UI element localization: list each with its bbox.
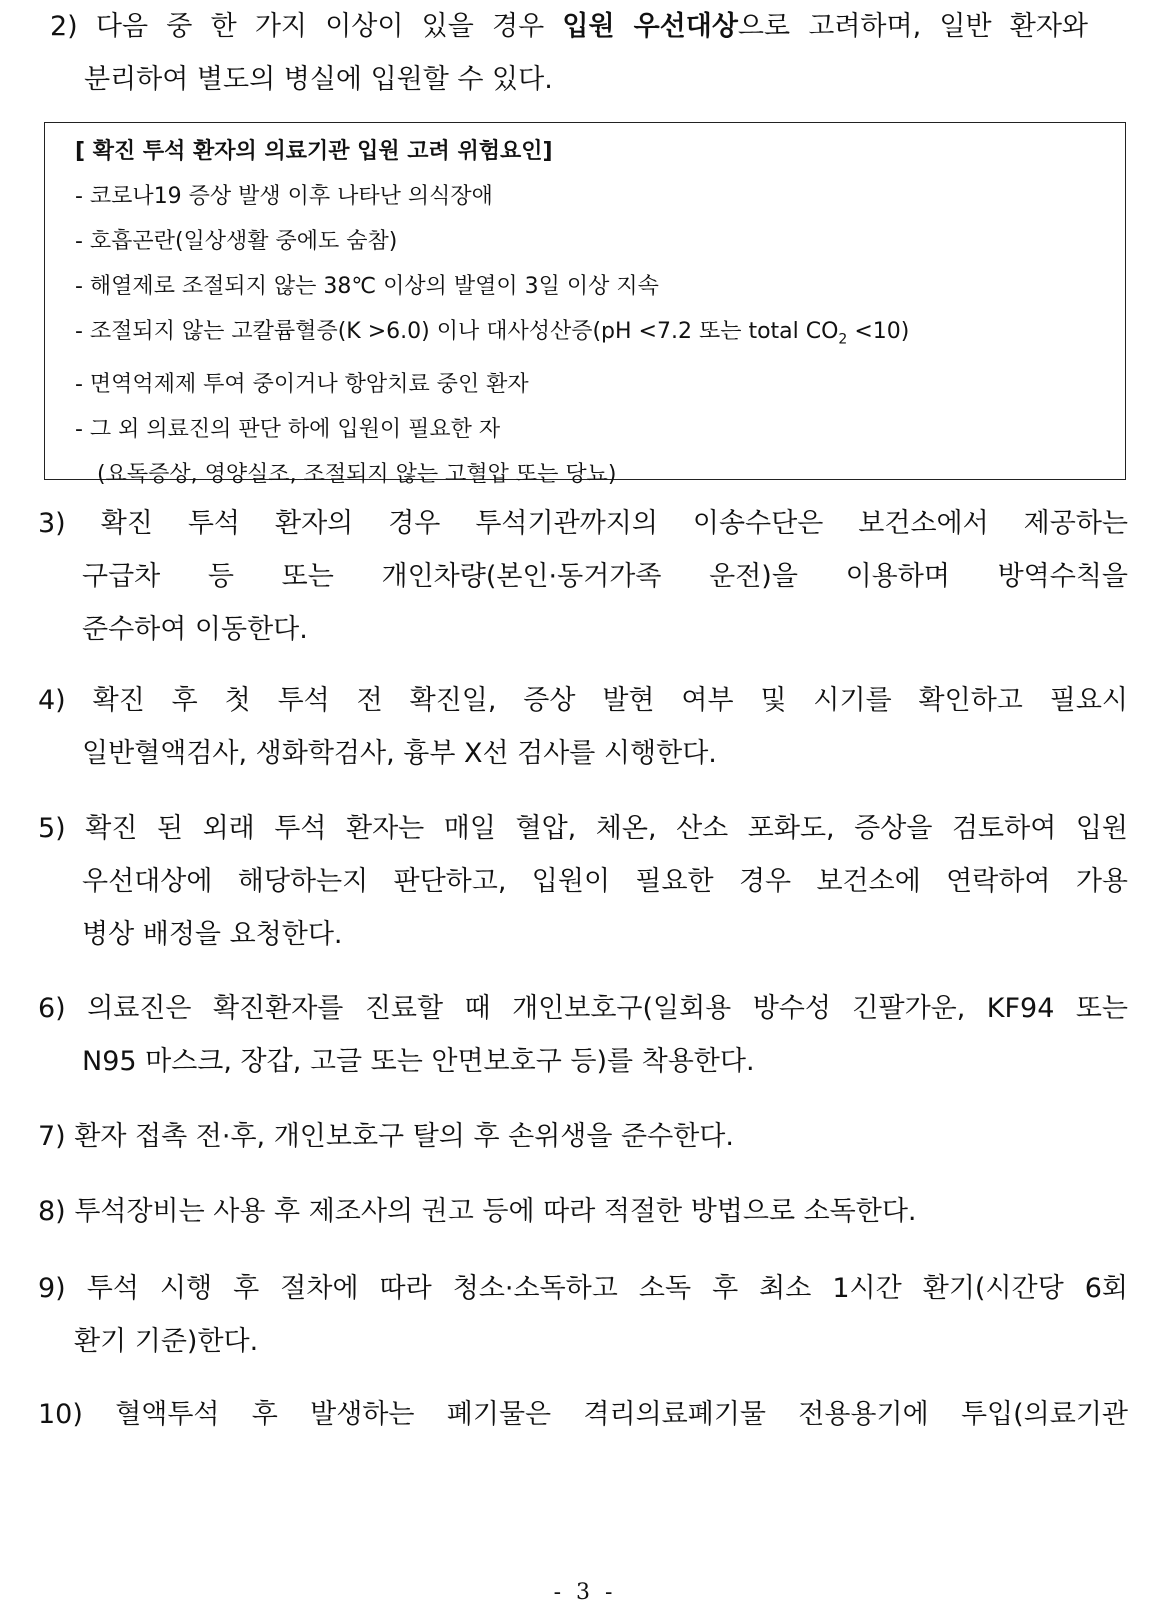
risk-item-2: - 호흡곤란(일상생활 중에도 숨참) [75, 229, 398, 254]
item-10-line-1-text: 혈액투석 후 발생하는 폐기물은 격리의료폐기물 전용용기에 투입(의료기관 [115, 1399, 1128, 1430]
item-7-line-1-text: 환자 접촉 전·후, 개인보호구 탈의 후 손위생을 준수한다. [74, 1121, 734, 1152]
item-8-line-1 [38, 1185, 1128, 1238]
item-5-line-2: 우선대상에 해당하는지 판단하고, 입원이 필요한 경우 보건소에 연락하여 가용 [82, 866, 1128, 897]
item-5-number: 5) [38, 813, 66, 844]
item-10-number: 10) [38, 1399, 83, 1430]
item-4-line-1 [38, 674, 1128, 727]
item-7 [38, 1110, 1128, 1163]
risk-item-4 [75, 309, 1125, 362]
item-9 [38, 1262, 1128, 1368]
item-4-number: 4) [38, 685, 66, 716]
item-7-number: 7) [38, 1121, 66, 1152]
risk-item-1: - 코로나19 증상 발생 이후 나타난 의식장애 [75, 184, 493, 209]
item-3-line-3: 준수하여 이동한다. [82, 614, 308, 645]
item-10-line-1 [38, 1388, 1128, 1441]
risk-item-6-detail: (요독증상, 영양실조, 조절되지 않는 고혈압 또는 당뇨) [97, 462, 617, 488]
item-2-text-a: 다음 중 한 가지 이상이 있을 경우 [95, 11, 563, 42]
risk-item-5: - 면역억제제 투여 중이거나 항암치료 중인 환자 [75, 372, 529, 398]
item-3-line-1-text: 확진 투석 환자의 경우 투석기관까지의 이송수단은 보건소에서 제공하는 [100, 508, 1128, 539]
item-7-line-1 [38, 1110, 1128, 1163]
item-5-line-1 [38, 802, 1128, 855]
item-8 [38, 1185, 1128, 1238]
item-9-line-1-text: 투석 시행 후 절차에 따라 청소·소독하고 소독 후 최소 1시간 환기(시간당 6회 [86, 1273, 1128, 1304]
item-10 [38, 1388, 1128, 1441]
co2-subscript: 2 [838, 331, 848, 348]
item-9-line-1 [38, 1262, 1128, 1315]
item-6 [38, 982, 1128, 1088]
page-number: - 3 - [553, 1580, 617, 1605]
item-3-number: 3) [38, 508, 66, 539]
item-4-line-1-text: 확진 후 첫 투석 전 확진일, 증상 발현 여부 및 시기를 확인하고 필요시 [92, 685, 1128, 716]
item-2-text-b: 으로 고려하며, 일반 환자와 [737, 11, 1088, 42]
risk-item-4-text: - 조절되지 않는 고칼륨혈증(K >6.0) 이나 대사성산증(pH <7.2 또는 total CO [75, 319, 839, 344]
risk-item-4-tail: <10) [847, 319, 910, 344]
item-9-line-2: 환기 기준)한다. [74, 1326, 259, 1357]
item-5-line-1-text: 확진 된 외래 투석 환자는 매일 혈압, 체온, 산소 포화도, 증상을 검토하여 입원 [85, 813, 1128, 844]
item-6-line-2: N95 마스크, 장갑, 고글 또는 안면보호구 등)를 착용한다. [82, 1046, 755, 1077]
item-4 [38, 674, 1128, 780]
item-2 [50, 0, 1088, 106]
risk-box-title: [ 확진 투석 환자의 의료기관 입원 고려 위험요인] [75, 139, 553, 164]
item-5 [38, 802, 1128, 961]
item-5-line-3: 병상 배정을 요청한다. [82, 919, 343, 950]
item-6-line-1 [38, 982, 1128, 1035]
risk-item-3: - 해열제로 조절되지 않는 38℃ 이상의 발열이 3일 이상 지속 [75, 274, 659, 299]
item-2-line-1 [50, 0, 1088, 53]
item-4-line-2: 일반혈액검사, 생화학검사, 흉부 X선 검사를 시행한다. [82, 738, 717, 769]
item-3-line-2: 구급차 등 또는 개인차량(본인·동거가족 운전)을 이용하며 방역수칙을 [82, 561, 1128, 592]
risk-factor-box [44, 122, 1126, 488]
item-2-number: 2) [50, 11, 78, 42]
item-8-line-1-text: 투석장비는 사용 후 제조사의 권고 등에 따라 적절한 방법으로 소독한다. [74, 1196, 917, 1227]
item-3-line-1 [38, 497, 1128, 550]
item-8-number: 8) [38, 1196, 66, 1227]
item-2-line-2: 분리하여 별도의 병실에 입원할 수 있다. [84, 64, 553, 95]
item-6-line-1-text: 의료진은 확진환자를 진료할 때 개인보호구(일회용 방수성 긴팔가운, KF94 또는 [87, 993, 1129, 1024]
item-6-number: 6) [38, 993, 66, 1024]
risk-item-6: - 그 외 의료진의 판단 하에 입원이 필요한 자 [75, 417, 501, 443]
item-2-bold-text: 입원 우선대상 [562, 11, 738, 42]
item-9-number: 9) [38, 1273, 66, 1304]
item-3 [38, 497, 1128, 656]
